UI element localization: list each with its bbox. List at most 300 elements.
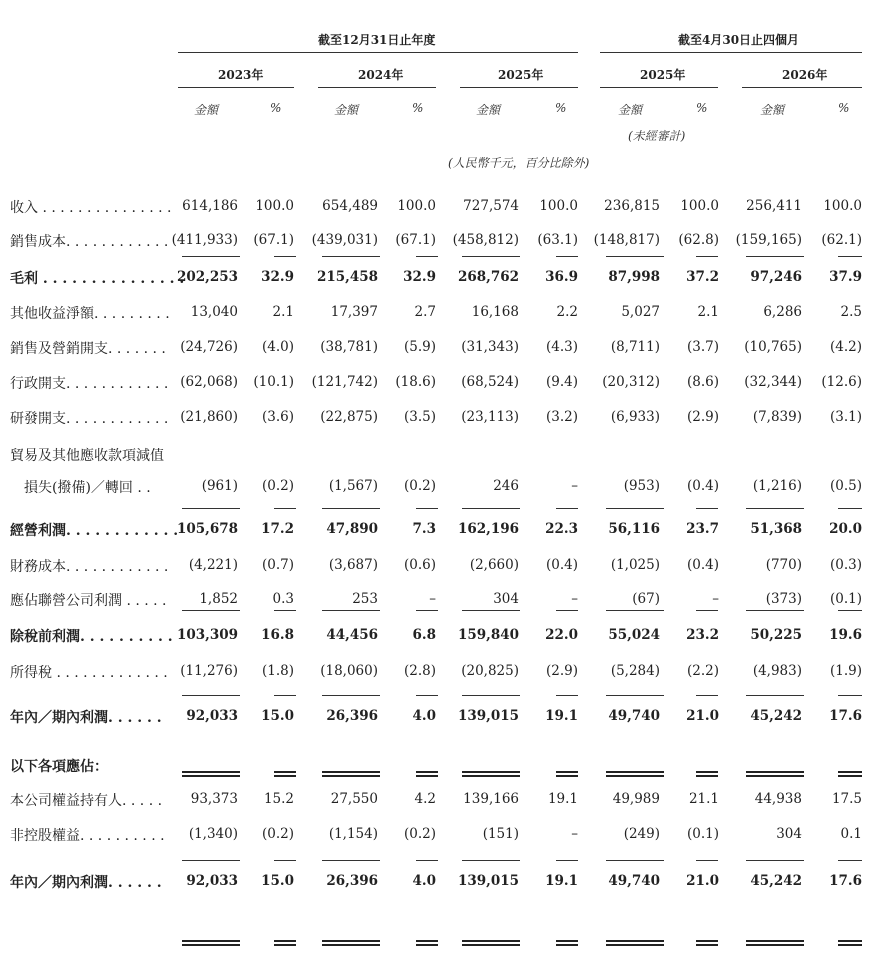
percent-cell: 23.2 — [686, 627, 719, 643]
subtotal-rule — [746, 256, 804, 257]
subtotal-rule — [838, 256, 862, 257]
amount-cell: 139,015 — [457, 708, 519, 724]
amount-cell: 268,762 — [457, 269, 519, 285]
year-2025-months: 2025年 — [640, 68, 686, 82]
percent-cell: 2.7 — [414, 304, 436, 320]
total-double-rule — [746, 771, 804, 773]
subtotal-rule — [746, 695, 804, 696]
rule-years — [178, 52, 578, 53]
amount-cell: (151) — [482, 826, 519, 842]
percent-cell: 2.1 — [272, 304, 294, 320]
amount-cell: (3,687) — [328, 557, 378, 573]
amount-cell: 26,396 — [326, 873, 378, 889]
percent-cell: (0.1) — [686, 826, 719, 842]
subtotal-rule — [182, 256, 240, 257]
total-double-rule — [462, 940, 520, 942]
percent-cell: 19.6 — [829, 627, 862, 643]
percent-cell: (9.4) — [545, 374, 578, 390]
amount-cell: (23,113) — [461, 409, 519, 425]
percent-cell: 17.2 — [261, 521, 294, 537]
percent-cell: – — [712, 591, 719, 607]
row-label: 所得稅 . . . . . . . . . . . . . — [10, 665, 168, 681]
percent-cell: (4.3) — [545, 339, 578, 355]
row-label: 研發開支. . . . . . . . . . . . — [10, 411, 169, 427]
row-label: 以下各項應佔： — [10, 759, 108, 775]
subtotal-rule — [556, 610, 578, 611]
amount-cell: 139,015 — [457, 873, 519, 889]
subtotal-rule — [274, 610, 296, 611]
percent-cell: 4.0 — [412, 708, 436, 724]
amount-cell: 5,027 — [621, 304, 660, 320]
year-2023: 2023年 — [218, 68, 264, 82]
unit-note: (人民幣千元，百分比除外) — [448, 156, 590, 170]
subtotal-rule — [606, 610, 664, 611]
percent-cell: (12.6) — [821, 374, 862, 390]
percent-cell: (0.2) — [403, 826, 436, 842]
amount-cell: (31,343) — [461, 339, 519, 355]
percent-cell: (3.7) — [686, 339, 719, 355]
subtotal-rule — [838, 508, 862, 509]
amount-cell: (4,221) — [188, 557, 238, 573]
amount-cell: 17,397 — [330, 304, 378, 320]
subtotal-rule — [274, 508, 296, 509]
amount-cell: (4,983) — [752, 663, 802, 679]
percent-cell: (2.2) — [686, 663, 719, 679]
amount-cell: 51,368 — [750, 521, 802, 537]
amount-cell: 159,840 — [457, 627, 519, 643]
subtotal-rule — [322, 508, 380, 509]
percent-cell: (1.9) — [829, 663, 862, 679]
subtotal-rule — [696, 508, 718, 509]
subtotal-rule — [696, 860, 718, 861]
amount-cell: 105,678 — [176, 521, 238, 537]
amount-cell: 16,168 — [471, 304, 519, 320]
percent-cell: 2.1 — [697, 304, 719, 320]
amount-cell: (62,068) — [180, 374, 238, 390]
amount-cell: (7,839) — [752, 409, 802, 425]
amount-cell: 162,196 — [457, 521, 519, 537]
total-double-rule — [416, 940, 438, 942]
percent-cell: 15.2 — [263, 791, 294, 807]
percent-cell: 2.5 — [840, 304, 862, 320]
percent-cell: 19.1 — [547, 791, 578, 807]
subtotal-rule — [556, 695, 578, 696]
rule-months — [600, 52, 862, 53]
subtotal-rule — [838, 610, 862, 611]
percent-cell: (2.9) — [545, 663, 578, 679]
rule-2025m — [600, 87, 718, 88]
percent-cell: 17.5 — [831, 791, 862, 807]
percent-cell: 21.0 — [686, 873, 719, 889]
amount-cell: 727,574 — [463, 198, 519, 214]
subtotal-rule — [462, 860, 520, 861]
total-double-rule — [462, 775, 520, 777]
subtotal-rule — [746, 610, 804, 611]
amount-cell: 6,286 — [763, 304, 802, 320]
subtotal-rule — [838, 695, 862, 696]
percent-cell: (1.8) — [261, 663, 294, 679]
percent-cell: (0.2) — [403, 478, 436, 494]
subtotal-rule — [556, 860, 578, 861]
amount-cell: 103,309 — [176, 627, 238, 643]
percent-cell: (18.6) — [395, 374, 436, 390]
amount-label: 金額 — [334, 103, 359, 117]
total-double-rule — [322, 775, 380, 777]
percent-cell: (3.6) — [261, 409, 294, 425]
subtotal-rule — [274, 695, 296, 696]
percent-cell: 21.1 — [688, 791, 719, 807]
amount-cell: 614,186 — [182, 198, 238, 214]
total-double-rule — [274, 940, 296, 942]
subtotal-rule — [606, 695, 664, 696]
percent-cell: (0.7) — [261, 557, 294, 573]
amount-cell: 202,253 — [176, 269, 238, 285]
row-label: 毛利 . . . . . . . . . . . . . . . — [10, 271, 185, 287]
amount-cell: 47,890 — [326, 521, 378, 537]
subtotal-rule — [416, 695, 438, 696]
amount-cell: (2,660) — [469, 557, 519, 573]
percent-cell: (3.5) — [403, 409, 436, 425]
amount-cell: 256,411 — [746, 198, 802, 214]
total-double-rule — [696, 775, 718, 777]
percent-cell: 23.7 — [686, 521, 719, 537]
total-double-rule — [556, 775, 578, 777]
amount-cell: (22,875) — [320, 409, 378, 425]
subtotal-rule — [606, 860, 664, 861]
pct-label: % — [270, 101, 282, 115]
amount-cell: 246 — [493, 478, 519, 494]
total-double-rule — [746, 775, 804, 777]
amount-cell: 304 — [493, 591, 519, 607]
percent-cell: (0.5) — [829, 478, 862, 494]
percent-cell: – — [571, 478, 578, 494]
amount-cell: 49,989 — [612, 791, 660, 807]
subtotal-rule — [274, 860, 296, 861]
amount-cell: (121,742) — [311, 374, 378, 390]
total-double-rule — [556, 940, 578, 942]
total-double-rule — [322, 771, 380, 773]
amount-cell: (770) — [765, 557, 802, 573]
rule-2025 — [460, 87, 578, 88]
percent-cell: (0.4) — [686, 557, 719, 573]
amount-cell: 87,998 — [608, 269, 660, 285]
amount-label: 金額 — [760, 103, 785, 117]
total-double-rule — [462, 944, 520, 946]
amount-cell: 44,456 — [326, 627, 378, 643]
amount-cell: 44,938 — [754, 791, 802, 807]
amount-cell: (1,567) — [328, 478, 378, 494]
amount-cell: (24,726) — [180, 339, 238, 355]
total-double-rule — [696, 940, 718, 942]
percent-cell: 100.0 — [397, 198, 436, 214]
percent-cell: 32.9 — [261, 269, 294, 285]
percent-cell: (0.4) — [686, 478, 719, 494]
percent-cell: (5.9) — [403, 339, 436, 355]
header-period-months: 截至4月30日止四個月 — [678, 33, 800, 47]
percent-cell: 0.1 — [840, 826, 862, 842]
total-double-rule — [274, 944, 296, 946]
amount-cell: 55,024 — [608, 627, 660, 643]
percent-cell: (62.1) — [821, 232, 862, 248]
unaudited-note: (未經審計) — [628, 129, 686, 143]
total-double-rule — [838, 940, 862, 942]
percent-cell: (4.0) — [261, 339, 294, 355]
row-label: 損失(撥備)／轉回 . . — [10, 480, 151, 496]
percent-cell: 19.1 — [545, 708, 578, 724]
amount-cell: 27,550 — [330, 791, 378, 807]
subtotal-rule — [556, 508, 578, 509]
percent-cell: 17.6 — [829, 873, 862, 889]
percent-cell: (0.6) — [403, 557, 436, 573]
amount-cell: (961) — [201, 478, 238, 494]
percent-cell: (0.3) — [829, 557, 862, 573]
amount-cell: 49,740 — [608, 873, 660, 889]
subtotal-rule — [322, 256, 380, 257]
percent-cell: (3.1) — [829, 409, 862, 425]
amount-cell: 92,033 — [186, 708, 238, 724]
total-double-rule — [606, 775, 664, 777]
subtotal-rule — [322, 695, 380, 696]
subtotal-rule — [182, 610, 240, 611]
total-double-rule — [182, 775, 240, 777]
percent-cell: 15.0 — [261, 873, 294, 889]
row-label: 貿易及其他應收款項減值 — [10, 448, 164, 464]
percent-cell: (0.4) — [545, 557, 578, 573]
total-double-rule — [416, 944, 438, 946]
total-double-rule — [462, 771, 520, 773]
amount-cell: 654,489 — [322, 198, 378, 214]
percent-cell: 100.0 — [680, 198, 719, 214]
total-double-rule — [746, 944, 804, 946]
amount-cell: (249) — [623, 826, 660, 842]
amount-cell: (1,154) — [328, 826, 378, 842]
amount-cell: (159,165) — [735, 232, 802, 248]
rule-2026m — [742, 87, 862, 88]
percent-cell: 22.0 — [545, 627, 578, 643]
row-label: 收入 . . . . . . . . . . . . . . . — [10, 200, 172, 216]
total-double-rule — [322, 944, 380, 946]
row-label: 銷售及營銷開支. . . . . . . — [10, 341, 166, 357]
amount-label: 金額 — [194, 103, 219, 117]
total-double-rule — [696, 944, 718, 946]
percent-cell: (0.1) — [829, 591, 862, 607]
subtotal-rule — [416, 256, 438, 257]
rule-2024 — [318, 87, 436, 88]
amount-cell: (439,031) — [311, 232, 378, 248]
percent-cell: (2.9) — [686, 409, 719, 425]
percent-cell: 15.0 — [261, 708, 294, 724]
total-double-rule — [274, 771, 296, 773]
amount-cell: 56,116 — [608, 521, 660, 537]
percent-cell: 17.6 — [829, 708, 862, 724]
percent-cell: (0.2) — [261, 478, 294, 494]
percent-cell: – — [429, 591, 436, 607]
row-label: 銷售成本. . . . . . . . . . . . — [10, 234, 169, 250]
amount-cell: (38,781) — [320, 339, 378, 355]
row-label: 行政開支. . . . . . . . . . . . — [10, 376, 169, 392]
amount-cell: (32,344) — [744, 374, 802, 390]
subtotal-rule — [182, 508, 240, 509]
year-2025: 2025年 — [498, 68, 544, 82]
total-double-rule — [182, 940, 240, 942]
row-label: 除稅前利潤. . . . . . . . . . — [10, 629, 173, 645]
amount-cell: 1,852 — [199, 591, 238, 607]
amount-cell: (67) — [632, 591, 660, 607]
row-label: 應佔聯營公司利潤 . . . . . — [10, 593, 167, 609]
total-double-rule — [182, 944, 240, 946]
row-label: 經營利潤. . . . . . . . . . . . — [10, 523, 179, 539]
total-double-rule — [838, 944, 862, 946]
total-double-rule — [182, 771, 240, 773]
total-double-rule — [746, 940, 804, 942]
subtotal-rule — [416, 610, 438, 611]
subtotal-rule — [696, 695, 718, 696]
amount-cell: (68,524) — [461, 374, 519, 390]
percent-cell: 6.8 — [412, 627, 436, 643]
subtotal-rule — [696, 256, 718, 257]
row-label: 其他收益淨額. . . . . . . . . — [10, 306, 170, 322]
amount-cell: (1,340) — [188, 826, 238, 842]
amount-cell: (10,765) — [744, 339, 802, 355]
percent-cell: (2.8) — [403, 663, 436, 679]
amount-cell: 49,740 — [608, 708, 660, 724]
percent-cell: 37.2 — [686, 269, 719, 285]
row-label: 非控股權益. . . . . . . . . . — [10, 828, 165, 844]
subtotal-rule — [606, 256, 664, 257]
pct-label: % — [696, 101, 708, 115]
total-double-rule — [274, 775, 296, 777]
percent-cell: (10.1) — [253, 374, 294, 390]
amount-cell: (11,276) — [180, 663, 238, 679]
percent-cell: – — [571, 826, 578, 842]
amount-cell: (1,216) — [752, 478, 802, 494]
percent-cell: 37.9 — [829, 269, 862, 285]
subtotal-rule — [416, 860, 438, 861]
amount-cell: 236,815 — [604, 198, 660, 214]
amount-cell: 97,246 — [750, 269, 802, 285]
percent-cell: (67.1) — [395, 232, 436, 248]
total-double-rule — [416, 775, 438, 777]
percent-cell: 19.1 — [545, 873, 578, 889]
amount-cell: (411,933) — [171, 232, 238, 248]
percent-cell: 4.0 — [412, 873, 436, 889]
subtotal-rule — [462, 610, 520, 611]
year-2024: 2024年 — [358, 68, 404, 82]
total-double-rule — [556, 944, 578, 946]
percent-cell: 22.3 — [545, 521, 578, 537]
percent-cell: 100.0 — [539, 198, 578, 214]
percent-cell: (63.1) — [537, 232, 578, 248]
percent-cell: (3.2) — [545, 409, 578, 425]
pct-label: % — [555, 101, 567, 115]
row-label: 本公司權益持有人. . . . . — [10, 793, 163, 809]
amount-cell: 26,396 — [326, 708, 378, 724]
total-double-rule — [322, 940, 380, 942]
amount-cell: (5,284) — [610, 663, 660, 679]
percent-cell: 20.0 — [829, 521, 862, 537]
subtotal-rule — [182, 860, 240, 861]
percent-cell: 16.8 — [261, 627, 294, 643]
total-double-rule — [606, 771, 664, 773]
percent-cell: (0.2) — [261, 826, 294, 842]
total-double-rule — [556, 771, 578, 773]
subtotal-rule — [556, 256, 578, 257]
amount-label: 金額 — [618, 103, 643, 117]
subtotal-rule — [182, 695, 240, 696]
percent-cell: (62.8) — [678, 232, 719, 248]
percent-cell: 100.0 — [823, 198, 862, 214]
percent-cell: (8.6) — [686, 374, 719, 390]
percent-cell: 36.9 — [545, 269, 578, 285]
subtotal-rule — [746, 508, 804, 509]
amount-cell: (1,025) — [610, 557, 660, 573]
pct-label: % — [838, 101, 850, 115]
amount-cell: 253 — [352, 591, 378, 607]
subtotal-rule — [322, 860, 380, 861]
row-label: 年內／期內利潤. . . . . . — [10, 875, 162, 891]
subtotal-rule — [462, 508, 520, 509]
percent-cell: 7.3 — [412, 521, 436, 537]
subtotal-rule — [462, 256, 520, 257]
percent-cell: 32.9 — [403, 269, 436, 285]
amount-label: 金額 — [476, 103, 501, 117]
amount-cell: 139,166 — [463, 791, 519, 807]
total-double-rule — [606, 940, 664, 942]
rule-2023 — [178, 87, 294, 88]
subtotal-rule — [274, 256, 296, 257]
percent-cell: 2.2 — [556, 304, 578, 320]
total-double-rule — [838, 775, 862, 777]
subtotal-rule — [838, 860, 862, 861]
percent-cell: (4.2) — [829, 339, 862, 355]
amount-cell: (8,711) — [610, 339, 660, 355]
row-label: 年內／期內利潤. . . . . . — [10, 710, 162, 726]
amount-cell: 304 — [776, 826, 802, 842]
amount-cell: 50,225 — [750, 627, 802, 643]
amount-cell: (18,060) — [320, 663, 378, 679]
amount-cell: (458,812) — [452, 232, 519, 248]
amount-cell: 45,242 — [750, 873, 802, 889]
subtotal-rule — [746, 860, 804, 861]
amount-cell: (20,312) — [602, 374, 660, 390]
total-double-rule — [696, 771, 718, 773]
subtotal-rule — [696, 610, 718, 611]
amount-cell: 45,242 — [750, 708, 802, 724]
header-period-years: 截至12月31日止年度 — [318, 33, 436, 47]
percent-cell: 21.0 — [686, 708, 719, 724]
amount-cell: 93,373 — [190, 791, 238, 807]
total-double-rule — [606, 944, 664, 946]
amount-cell: 92,033 — [186, 873, 238, 889]
subtotal-rule — [416, 508, 438, 509]
amount-cell: (6,933) — [610, 409, 660, 425]
subtotal-rule — [322, 610, 380, 611]
total-double-rule — [838, 771, 862, 773]
amount-cell: (953) — [623, 478, 660, 494]
percent-cell: 100.0 — [255, 198, 294, 214]
subtotal-rule — [606, 508, 664, 509]
amount-cell: (148,817) — [593, 232, 660, 248]
percent-cell: – — [571, 591, 578, 607]
amount-cell: (373) — [765, 591, 802, 607]
percent-cell: (67.1) — [253, 232, 294, 248]
percent-cell: 0.3 — [272, 591, 294, 607]
total-double-rule — [416, 771, 438, 773]
amount-cell: 13,040 — [190, 304, 238, 320]
subtotal-rule — [462, 695, 520, 696]
amount-cell: (20,825) — [461, 663, 519, 679]
pct-label: % — [412, 101, 424, 115]
